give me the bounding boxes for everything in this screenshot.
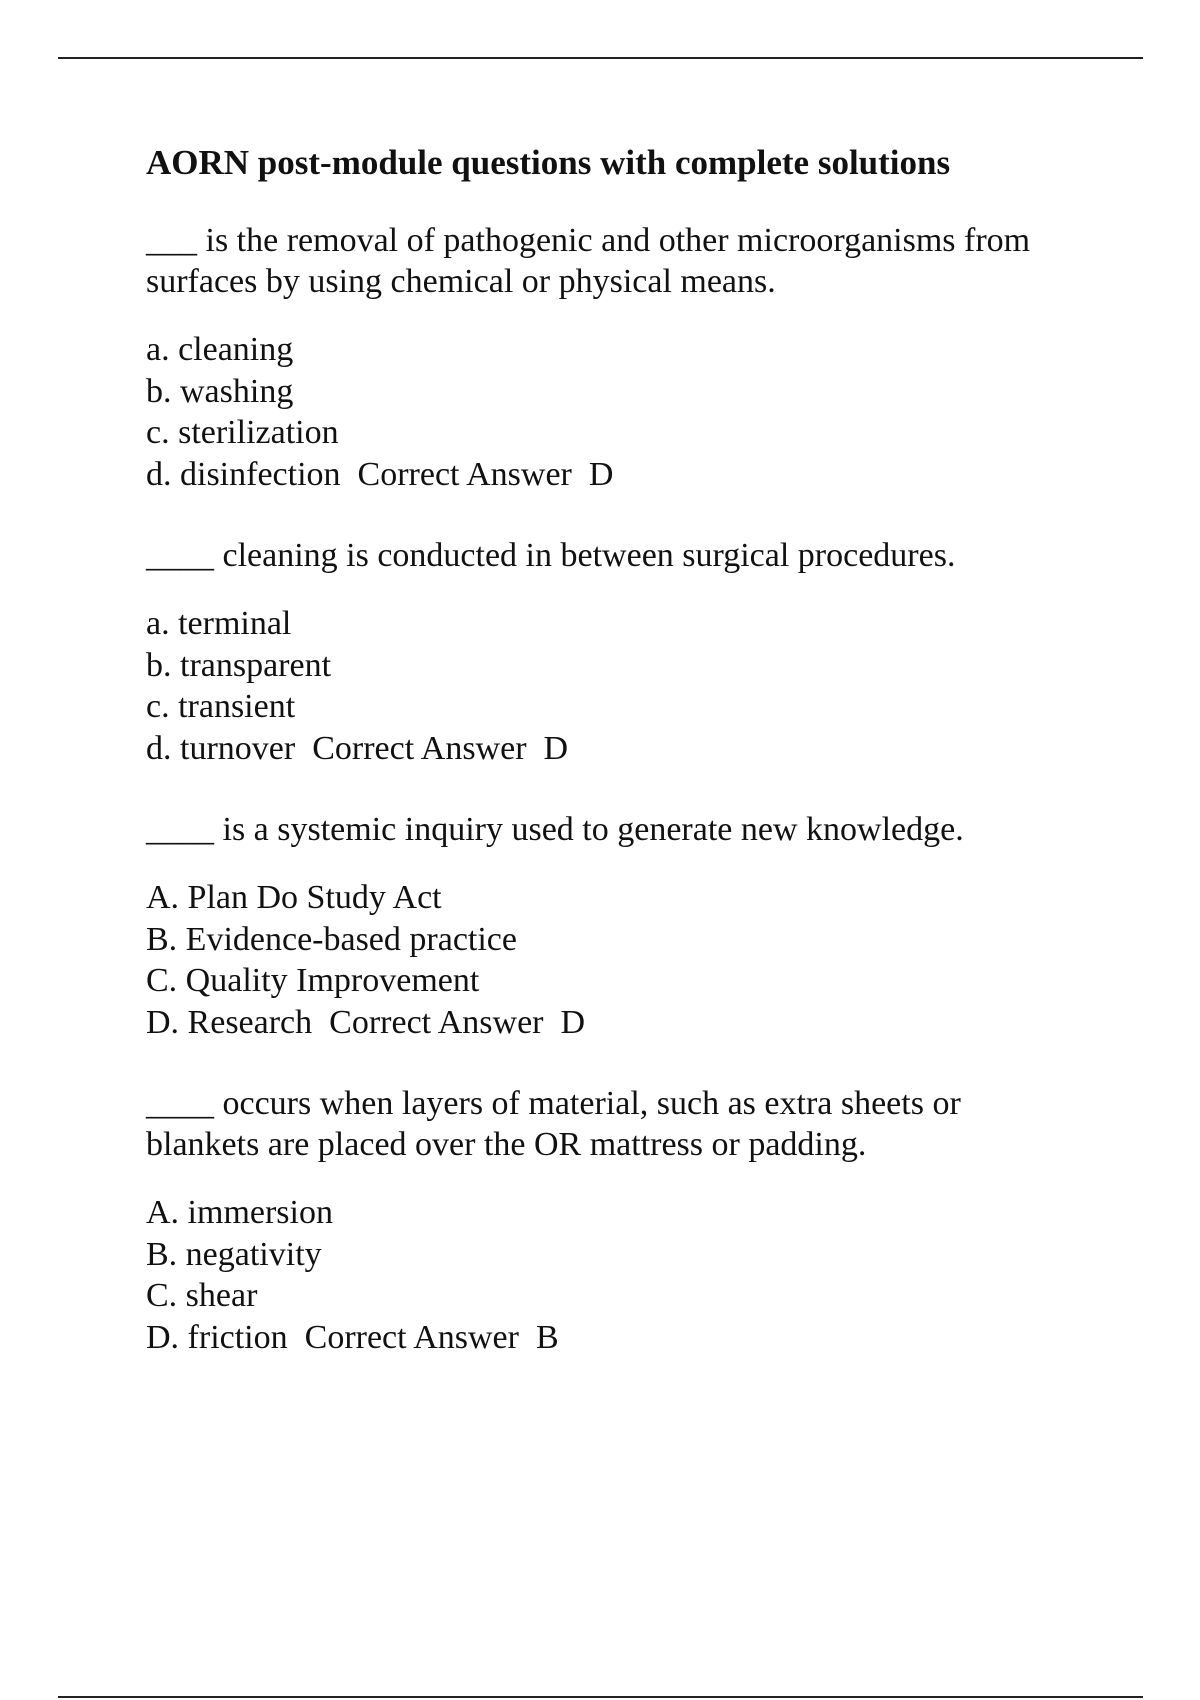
answer-value: D <box>543 729 569 767</box>
option-c <box>146 960 1046 1002</box>
option-text: c. sterilization <box>146 414 339 451</box>
bottom-rule <box>58 1696 1143 1698</box>
question-3 <box>146 809 1046 1043</box>
option-d <box>146 1317 1046 1359</box>
option-list <box>146 603 1046 769</box>
option-text: a. cleaning <box>146 331 294 368</box>
option-text: C. Quality Improvement <box>146 962 480 999</box>
question-4 <box>146 1083 1046 1358</box>
option-b <box>146 645 1046 687</box>
top-rule <box>58 57 1143 59</box>
option-text: d. turnover <box>146 729 296 767</box>
answer-label: Correct Answer <box>357 455 572 493</box>
option-c <box>146 1275 1046 1317</box>
option-a <box>146 603 1046 645</box>
question-stem: ____ is a systemic inquiry used to generate new knowledge. <box>146 811 964 848</box>
option-list <box>146 877 1046 1043</box>
option-text: d. disinfection <box>146 455 341 493</box>
question-stem: ____ occurs when layers of material, such as extra sheets or blankets are placed over the OR mattress or padding. <box>146 1085 961 1163</box>
option-list <box>146 329 1046 495</box>
option-d <box>146 454 1046 496</box>
question-1 <box>146 220 1046 495</box>
answer-value: B <box>535 1318 559 1356</box>
option-text: B. negativity <box>146 1235 322 1273</box>
option-b <box>146 1234 1046 1276</box>
option-d <box>146 1002 1046 1044</box>
answer-label: Correct Answer <box>304 1318 519 1356</box>
option-text: c. transient <box>146 688 296 725</box>
option-text: A. immersion <box>146 1194 333 1231</box>
option-list <box>146 1192 1046 1358</box>
question-stem: ____ cleaning is conducted in between surgical procedures. <box>146 537 956 574</box>
answer-value: D <box>560 1003 586 1041</box>
answer-value: D <box>588 455 614 493</box>
option-a <box>146 1192 1046 1234</box>
option-c <box>146 686 1046 728</box>
question-2 <box>146 535 1046 769</box>
option-b <box>146 919 1046 961</box>
option-text: a. terminal <box>146 605 292 642</box>
option-c <box>146 412 1046 454</box>
answer-label: Correct Answer <box>329 1003 544 1041</box>
option-text: D. Research <box>146 1003 313 1041</box>
option-text: D. friction <box>146 1318 288 1356</box>
question-stem: ___ is the removal of pathogenic and other microorganisms from surfaces by using chemical or physical means. <box>146 222 1031 300</box>
answer-label: Correct Answer <box>312 729 527 767</box>
option-d <box>146 728 1046 770</box>
option-text: C. shear <box>146 1277 258 1314</box>
document-title: AORN post-module questions with complete solutions <box>146 143 951 182</box>
option-text: B. Evidence-based practice <box>146 920 517 958</box>
option-b <box>146 371 1046 413</box>
option-a <box>146 877 1046 919</box>
document-body <box>146 142 1046 1398</box>
option-a <box>146 329 1046 371</box>
option-text: A. Plan Do Study Act <box>146 879 442 916</box>
option-text: b. transparent <box>146 646 332 684</box>
option-text: b. washing <box>146 372 294 410</box>
